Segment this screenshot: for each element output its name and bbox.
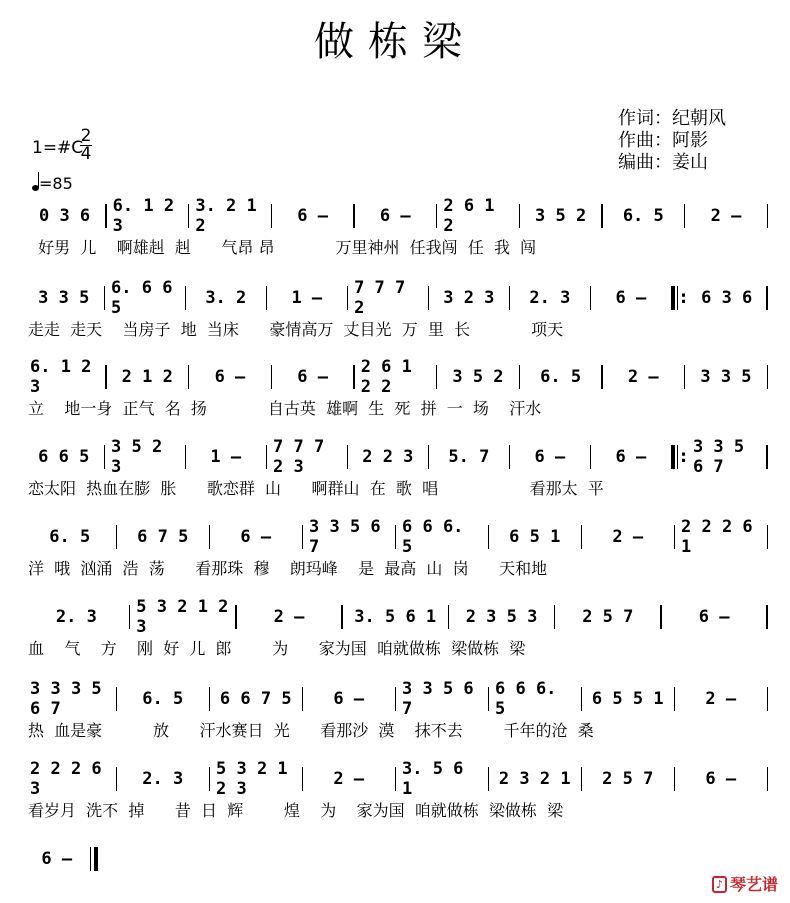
- measure: 6 –: [41, 849, 73, 869]
- lyrics-line: 走走 走天 当房子 地 当床 豪情高万 丈目光 万 里 长 项天: [28, 320, 564, 339]
- measure: 6. 5: [142, 689, 184, 709]
- lyrics-line: 血 气 方 刚 好 儿 郎 为 家为国 咱就做栋 梁做栋 梁: [28, 639, 526, 658]
- measure: 3. 5 6 1: [402, 759, 464, 799]
- measure: 6 3 6: [701, 288, 753, 308]
- measure: 6 –: [698, 607, 730, 627]
- measure: 2 –: [273, 607, 305, 627]
- notes-line: [28, 437, 768, 477]
- measure: 2 6 1 2 2: [360, 357, 412, 397]
- barline: [766, 445, 768, 469]
- measure: 6 –: [705, 769, 737, 789]
- notes-line: [28, 196, 768, 236]
- notes-line: [28, 278, 768, 318]
- measure: 6 –: [214, 367, 246, 387]
- barline: [767, 767, 769, 791]
- measure: 0 3 6: [38, 206, 91, 226]
- measure: 2. 3: [55, 607, 97, 627]
- measure: 2 2 3: [362, 447, 414, 467]
- measure: 2 5 7: [602, 769, 654, 789]
- measure: 2 –: [612, 527, 644, 547]
- measure: 3 2 3: [443, 288, 495, 308]
- measure: 6. 5: [49, 527, 91, 547]
- measure: 6 –: [379, 206, 411, 226]
- measure: 2. 3: [142, 769, 184, 789]
- measure: 3 3 5 6 7: [692, 437, 745, 477]
- measure: 2 6 1 2: [443, 196, 495, 236]
- measure: 6. 6 6 5: [111, 278, 173, 318]
- barline: [767, 525, 769, 549]
- barline: [767, 687, 769, 711]
- measure: 2 –: [710, 206, 742, 226]
- measure: 6. 1 2 3: [30, 357, 92, 397]
- credits-block: [618, 108, 726, 174]
- notes-line: [28, 679, 768, 719]
- lyrics-line: 立 地一身 正气 名 扬 自古英 雄啊 生 死 拼 一 场 汗水: [28, 399, 542, 418]
- measure: 6. 5: [622, 206, 664, 226]
- final-barline: [90, 847, 99, 871]
- repeat-start-sign: :: [671, 445, 687, 469]
- lyrics-line: 看岁月 洗不 掉 昔 日 辉 煌 为 家为国 咱就做栋 梁做栋 梁: [28, 801, 564, 820]
- time-sig-bottom: 4: [80, 144, 92, 164]
- measure: 6 –: [615, 447, 647, 467]
- measure: 3 3 5 6 7: [309, 517, 381, 557]
- measure: 3 5 2 3: [111, 437, 163, 477]
- measure: 3. 2: [205, 288, 247, 308]
- measure: 7 7 7 2: [354, 278, 406, 318]
- lyrics-line: 好男 儿 啊雄赳 赳 气昂 昂 万里神州 任我闯 任 我 闯: [28, 238, 537, 257]
- measure: 2 –: [705, 689, 737, 709]
- measure: 2. 3: [529, 288, 571, 308]
- tempo-marking: [32, 174, 73, 193]
- measure: 3 5 2: [452, 367, 504, 387]
- measure: 2 3 5 3: [465, 607, 538, 627]
- measure: 6 7 5: [137, 527, 189, 547]
- notes-line: [28, 759, 768, 799]
- barline: [766, 286, 768, 310]
- measure: 3. 2 1 2: [195, 196, 257, 236]
- measure: 3 3 5: [38, 288, 90, 308]
- measure: 6 –: [297, 367, 328, 387]
- watermark-text: 琴艺谱: [729, 875, 778, 894]
- measure: 6 –: [333, 689, 365, 709]
- lyrics-line: 热 血是豪 放 汗水赛日 光 看那沙 漠 抹不去 千年的沧 桑: [28, 721, 594, 740]
- arranger: 编曲：姜山: [618, 152, 708, 173]
- measure: 7 7 7 2 3: [273, 437, 325, 477]
- notes-line: [28, 357, 768, 397]
- measure: 6 5 1: [509, 527, 561, 547]
- measure: 3. 5 6 1: [354, 607, 437, 627]
- measure: 6 6 6. 5: [402, 517, 464, 557]
- measure: 6 –: [615, 288, 647, 308]
- measure: 5 3 2 1 2 3: [216, 759, 288, 799]
- measure: 6 –: [534, 447, 566, 467]
- time-signature: [80, 128, 92, 163]
- tempo-value: =85: [39, 174, 73, 193]
- logo-mark-icon: ♪: [712, 876, 727, 893]
- barline: [767, 365, 769, 389]
- barline: [767, 204, 769, 228]
- measure: 2 2 2 6 3: [30, 759, 102, 799]
- notes-line: [28, 517, 768, 557]
- measure: 6. 5: [540, 367, 582, 387]
- measure: 1 –: [291, 288, 323, 308]
- measure: 3 3 5: [700, 367, 752, 387]
- lyricist: 作词：纪朝风: [618, 108, 726, 129]
- measure: 5 3 2 1 2 3: [136, 597, 229, 637]
- measure: 6. 1 2 3: [112, 196, 175, 236]
- measure: 6 –: [297, 206, 328, 226]
- measure: 6 6 7 5: [219, 689, 292, 709]
- measure: 1 –: [210, 447, 242, 467]
- measure: 2 1 2: [121, 367, 173, 387]
- measure: 2 5 7: [582, 607, 634, 627]
- measure: 2 –: [627, 367, 659, 387]
- measure: 2 3 2 1: [498, 769, 571, 789]
- measure: 3 3 5 6 7: [402, 679, 474, 719]
- song-title: 做栋梁: [314, 19, 476, 65]
- measure: 3 5 2: [535, 206, 587, 226]
- lyrics-line: 洋 哦 汹涌 浩 荡 看那珠 穆 朗玛峰 是 最高 山 岗 天和地: [28, 559, 548, 578]
- measure: 6 6 5: [38, 447, 90, 467]
- composer: 作曲：阿影: [618, 130, 708, 151]
- measure: 6 6 6. 5: [495, 679, 557, 719]
- notes-line: [28, 846, 98, 872]
- measure: 2 2 2 6 1: [681, 517, 753, 557]
- repeat-start-sign: :: [671, 286, 687, 310]
- key-signature: 1=#C: [32, 138, 84, 158]
- measure: 5. 7: [448, 447, 490, 467]
- quarter-note-icon: [32, 185, 39, 191]
- lyrics-line: 恋太阳 热血在膨 胀 歌恋群 山 啊群山 在 歌 唱 看那太 平: [28, 479, 604, 498]
- measure: 3 3 3 5 6 7: [30, 679, 102, 719]
- site-logo: [712, 872, 778, 895]
- measure: 6 5 5 1: [591, 689, 664, 709]
- notes-line: [28, 597, 768, 637]
- barline: [766, 605, 768, 629]
- measure: 6 –: [240, 527, 272, 547]
- measure: 2 –: [333, 769, 365, 789]
- time-sig-top: 2: [80, 126, 92, 146]
